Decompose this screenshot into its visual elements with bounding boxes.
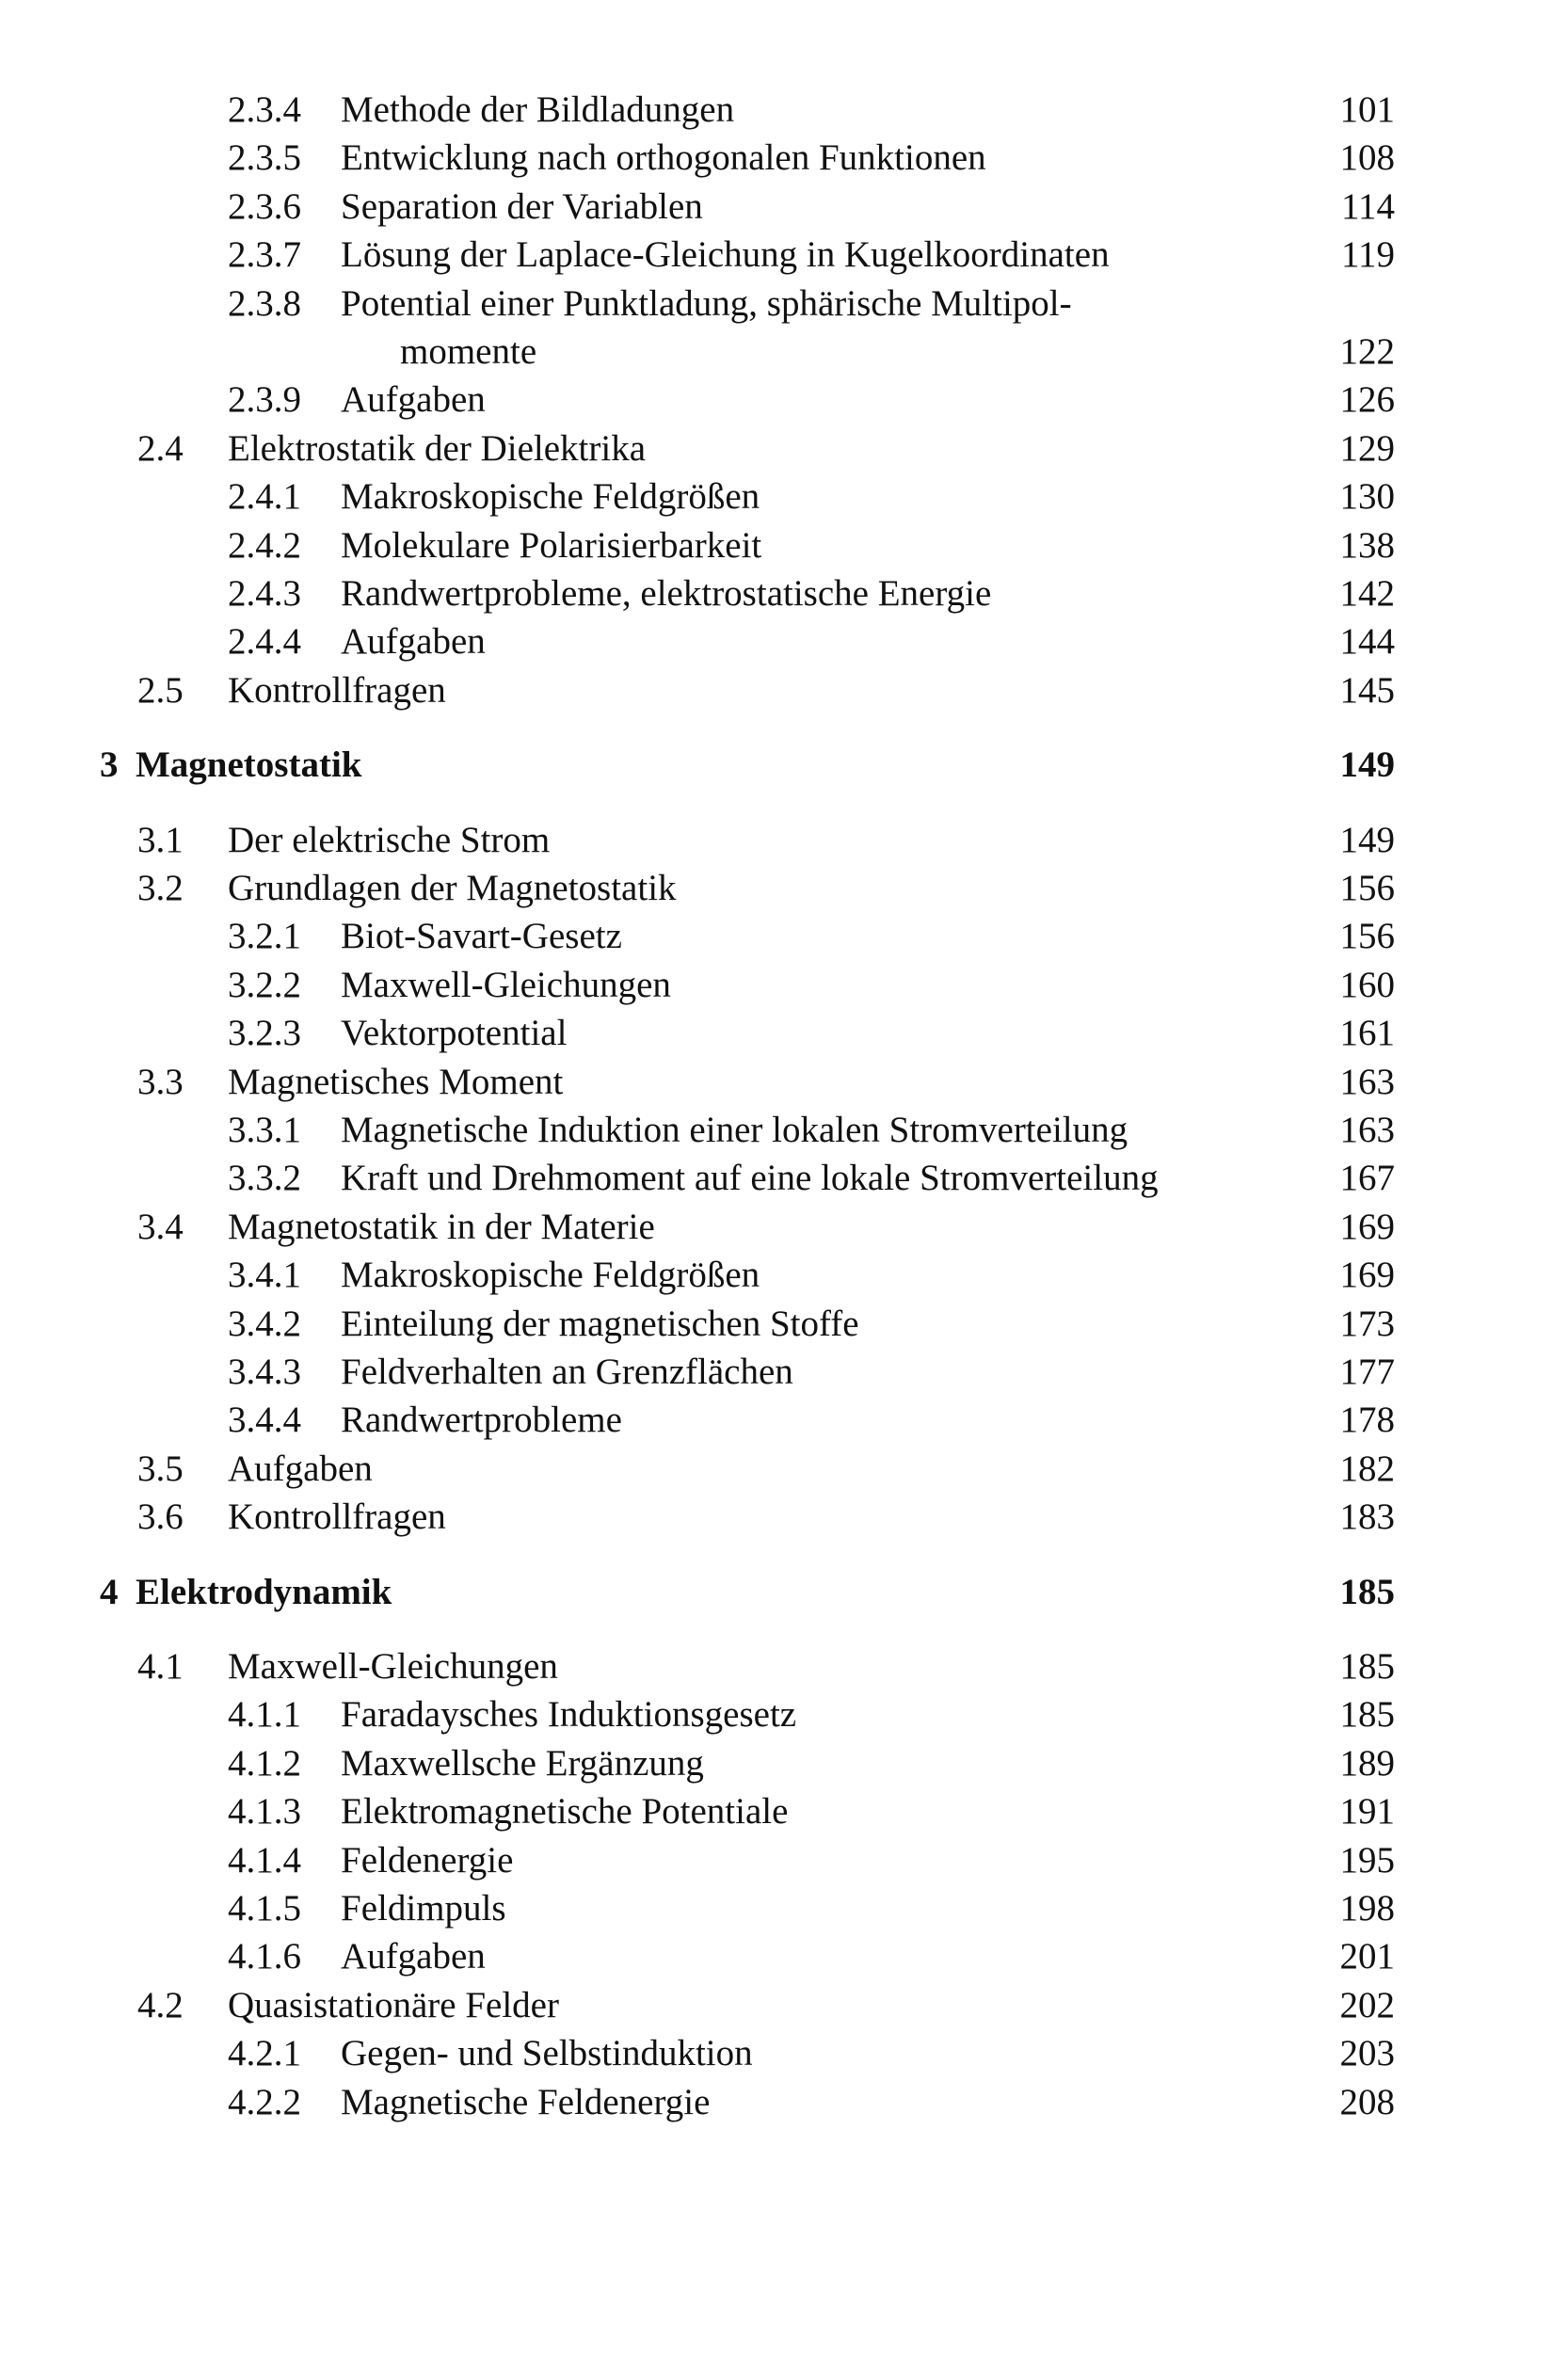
entry-title: Magnetisches Moment [228,1061,564,1102]
entry-page-number: 208 [1339,2081,1395,2122]
toc-entry [0,135,1568,182]
toc-entry [0,1933,1568,1980]
entry-number: 2.4.2 [228,524,301,566]
chapter-entry [0,1569,1568,1616]
entry-page-number: 149 [1339,819,1395,860]
entry-number: 4.1 [137,1646,184,1687]
entry-title: Makroskopische Feldgrößen [341,1255,760,1296]
entry-page-number: 169 [1339,1255,1395,1296]
entry-title: Makroskopische Feldgrößen [341,476,760,518]
entry-number: 4.1.4 [228,1839,301,1881]
entry-page-number: 156 [1339,916,1395,957]
toc-entry [0,522,1568,569]
entry-title: Feldenergie [341,1839,514,1881]
toc-entry [0,913,1568,960]
entry-title: Grundlagen der Magnetostatik [228,868,677,908]
entry-page-number: 185 [1339,1571,1395,1612]
entry-number: 3.1 [137,819,184,860]
entry-number: 2.3.7 [228,234,301,276]
entry-title: Aufgaben [341,1936,486,1977]
toc-entry [0,1837,1568,1884]
entry-page-number: 202 [1339,1984,1395,2025]
entry-page-number: 126 [1339,379,1395,421]
toc-entry [0,2030,1568,2077]
toc-entry [0,1155,1568,1202]
toc-entry [0,1691,1568,1738]
entry-title: Aufgaben [228,1448,373,1489]
entry-title: Magnetische Induktion einer lokalen Stromverteilung [341,1110,1128,1150]
entry-number: 2.3.8 [228,282,301,324]
toc-entry [0,87,1568,134]
entry-title: Molekulare Polarisierbarkeit [341,524,762,566]
entry-title: Aufgaben [341,379,486,421]
entry-page-number: 101 [1339,89,1395,130]
entry-number: 3.2 [137,868,184,908]
entry-number: 3.2.3 [228,1013,301,1054]
entry-title: Lösung der Laplace-Gleichung in Kugelkoordinaten [341,234,1110,276]
toc-entry [0,667,1568,714]
chapter-entry [0,742,1568,789]
entry-number: 2.3.6 [228,185,301,227]
entry-title: Magnetische Feldenergie [341,2081,711,2122]
toc-entry [0,232,1568,279]
entry-title: Maxwell-Gleichungen [228,1646,558,1687]
toc-entry [0,1349,1568,1396]
entry-title: Biot-Savart-Gesetz [341,916,622,957]
entry-title: Feldimpuls [341,1888,506,1929]
entry-title: Aufgaben [341,621,486,663]
toc-entry [0,473,1568,520]
entry-title: Feldverhalten an Grenzflächen [341,1352,793,1392]
entry-number: 3.3.1 [228,1110,301,1150]
toc-entry [0,1301,1568,1348]
entry-number: 2.4.3 [228,573,301,614]
entry-page-number: 185 [1339,1694,1395,1736]
entry-title: Randwertprobleme, elektrostatische Energie [341,573,992,614]
entry-number: 3 [100,744,119,786]
entry-number: 3.4.2 [228,1303,301,1344]
entry-title: Kontrollfragen [228,1497,446,1538]
entry-number: 4.1.5 [228,1888,301,1929]
entry-page-number: 122 [1339,331,1395,372]
entry-number: 4.1.2 [228,1742,301,1784]
entry-page-number: 191 [1339,1791,1395,1833]
entry-title: Elektrodynamik [136,1571,392,1612]
entry-page-number: 163 [1339,1061,1395,1102]
toc-entry [0,184,1568,231]
toc-entry [0,376,1568,424]
entry-title: Kontrollfragen [228,669,446,711]
toc-entry [0,280,1568,328]
entry-title: Der elektrische Strom [228,819,551,860]
toc-entry [0,1010,1568,1057]
entry-number: 4.2.2 [228,2081,301,2122]
entry-title: Maxwellsche Ergänzung [341,1742,704,1784]
toc-entry [0,1059,1568,1106]
entry-title: Elektrostatik der Dielektrika [228,427,647,469]
entry-page-number: 108 [1339,137,1395,179]
toc-entry [0,425,1568,472]
entry-number: 3.5 [137,1448,184,1489]
entry-number: 2.4 [137,427,184,469]
entry-page-number: 167 [1339,1158,1395,1199]
toc-entry [0,865,1568,912]
entry-number: 4.2 [137,1984,184,2025]
toc-entry [0,1885,1568,1932]
entry-page-number: 119 [1340,234,1395,276]
entry-title: Quasistationäre Felder [228,1984,559,2025]
toc-entry [0,570,1568,617]
toc-entry [0,1107,1568,1154]
entry-number: 4.1.6 [228,1936,301,1977]
entry-title: Magnetostatik in der Materie [228,1206,655,1247]
entry-page-number: 203 [1339,2033,1395,2074]
entry-page-number: 145 [1339,669,1395,711]
entry-title: Potential einer Punktladung, sphärische Multipol- [341,282,1072,324]
entry-number: 2.3.4 [228,89,301,130]
entry-number: 3.3.2 [228,1158,301,1199]
entry-title: Elektromagnetische Potentiale [341,1791,789,1833]
entry-page-number: 201 [1339,1936,1395,1977]
toc-entry [0,1397,1568,1444]
entry-title: Randwertprobleme [341,1400,622,1441]
entry-page-number: 161 [1339,1013,1395,1054]
toc-entry [0,962,1568,1009]
entry-title: Magnetostatik [136,744,362,786]
entry-page-number: 130 [1339,476,1395,518]
entry-page-number: 156 [1339,868,1395,908]
entry-page-number: 178 [1339,1400,1395,1441]
toc-entry [0,2079,1568,2126]
entry-title: Gegen- und Selbstinduktion [341,2033,753,2074]
entry-number: 2.5 [137,669,184,711]
toc-entry [0,1446,1568,1493]
toc-entry [0,1494,1568,1541]
entry-page-number: 129 [1339,427,1395,469]
entry-number: 3.2.1 [228,916,301,957]
entry-page-number: 138 [1339,524,1395,566]
entry-page-number: 144 [1339,621,1395,663]
entry-title: Maxwell-Gleichungen [341,964,671,1005]
entry-title: Faradaysches Induktionsgesetz [341,1694,797,1736]
entry-page-number: 177 [1339,1352,1395,1392]
entry-page-number: 195 [1339,1839,1395,1881]
entry-page-number: 183 [1339,1497,1395,1538]
entry-title: Methode der Bildladungen [341,89,735,130]
entry-page-number: 163 [1339,1110,1395,1150]
entry-title: Entwicklung nach orthogonalen Funktionen [341,137,986,179]
entry-title: Einteilung der magnetischen Stoffe [341,1303,859,1344]
entry-number: 4.2.1 [228,2033,301,2074]
entry-number: 4.1.1 [228,1694,301,1736]
entry-number: 2.4.4 [228,621,301,663]
entry-page-number: 149 [1339,744,1395,786]
entry-page-number: 189 [1339,1742,1395,1784]
entry-title: Vektorpotential [341,1013,568,1054]
toc-entry [0,1788,1568,1835]
entry-title: Separation der Variablen [341,185,703,227]
entry-page-number: 182 [1339,1448,1395,1489]
toc-entry [0,1740,1568,1787]
entry-page-number: 198 [1339,1888,1395,1929]
entry-page-number: 173 [1339,1303,1395,1344]
entry-number: 2.3.5 [228,137,301,179]
entry-page-number: 114 [1340,185,1395,227]
toc-entry [0,618,1568,665]
entry-title: Kraft und Drehmoment auf eine lokale Stromverteilung [341,1158,1159,1199]
toc-entry [0,328,1568,376]
entry-number: 3.2.2 [228,964,301,1005]
entry-page-number: 169 [1339,1206,1395,1247]
entry-number: 2.3.9 [228,379,301,421]
entry-number: 3.4.1 [228,1255,301,1296]
entry-number: 4.1.3 [228,1791,301,1833]
entry-page-number: 142 [1339,573,1395,614]
entry-number: 3.4.3 [228,1352,301,1392]
entry-number: 3.4.4 [228,1400,301,1441]
entry-number: 4 [100,1571,119,1612]
entry-page-number: 185 [1339,1646,1395,1687]
entry-number: 3.3 [137,1061,184,1102]
toc-entry [0,1643,1568,1690]
toc-entry [0,1252,1568,1299]
entry-title: momente [400,331,537,372]
entry-number: 3.4 [137,1206,184,1247]
toc-entry [0,1204,1568,1251]
toc-entry [0,1982,1568,2029]
entry-number: 3.6 [137,1497,184,1538]
entry-number: 2.4.1 [228,476,301,518]
entry-page-number: 160 [1339,964,1395,1005]
toc-entry [0,817,1568,864]
